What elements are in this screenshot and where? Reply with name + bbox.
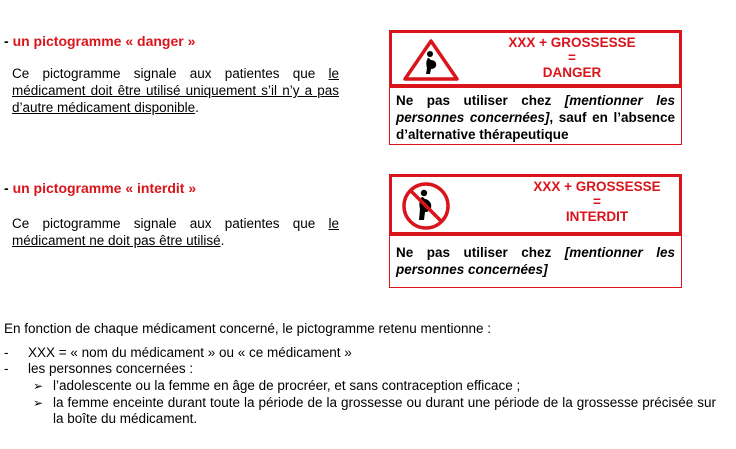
footer-intro: En fonction de chaque médicament concerné, le pictogramme retenu mentionne : — [4, 321, 492, 336]
interdit-heading: - un pictogramme « interdit » — [4, 180, 197, 196]
danger-box-title: XXX + GROSSESSE = DANGER — [508, 35, 636, 80]
pregnant-woman-warning-triangle-icon — [402, 38, 460, 82]
footer-dash-1: - — [4, 345, 9, 360]
footer-item-1: XXX = « nom du médicament » ou « ce médicament » — [28, 345, 352, 360]
arrow-bullet-icon: ➢ — [33, 396, 44, 410]
danger-pictogram-box — [389, 30, 682, 87]
interdit-description: Ce pictogramme signale aux patientes que le médicament ne doit pas être utilisé. — [12, 216, 339, 248]
danger-note: Ne pas utiliser chez [mentionner les personnes concernées], sauf en l’absence d’alternative thérapeutique — [396, 93, 675, 142]
footer-item-2: les personnes concernées : — [28, 361, 194, 376]
arrow-bullet-icon: ➢ — [33, 379, 44, 393]
interdit-pictogram-box — [389, 174, 682, 235]
danger-description: Ce pictogramme signale aux patientes que le médicament doit être utilisé uniquement s’il n’y a pas d’autre médicament disponible. — [12, 66, 339, 115]
interdit-box-title: XXX + GROSSESSE = INTERDIT — [533, 179, 661, 224]
footer-subitem-1: l’adolescente ou la femme en âge de procréer, et sans contraception efficace ; — [53, 378, 521, 393]
interdit-note: Ne pas utiliser chez [mentionner les personnes concernées] — [396, 245, 675, 277]
footer-subitem-2: la femme enceinte durant toute la période de la grossesse ou durant une période de la grossesse précisée sur la boîte du médicament. — [53, 395, 716, 426]
pregnant-woman-prohibited-icon — [400, 180, 452, 232]
footer-dash-2: - — [4, 361, 9, 376]
danger-heading: - un pictogramme « danger » — [4, 33, 196, 49]
